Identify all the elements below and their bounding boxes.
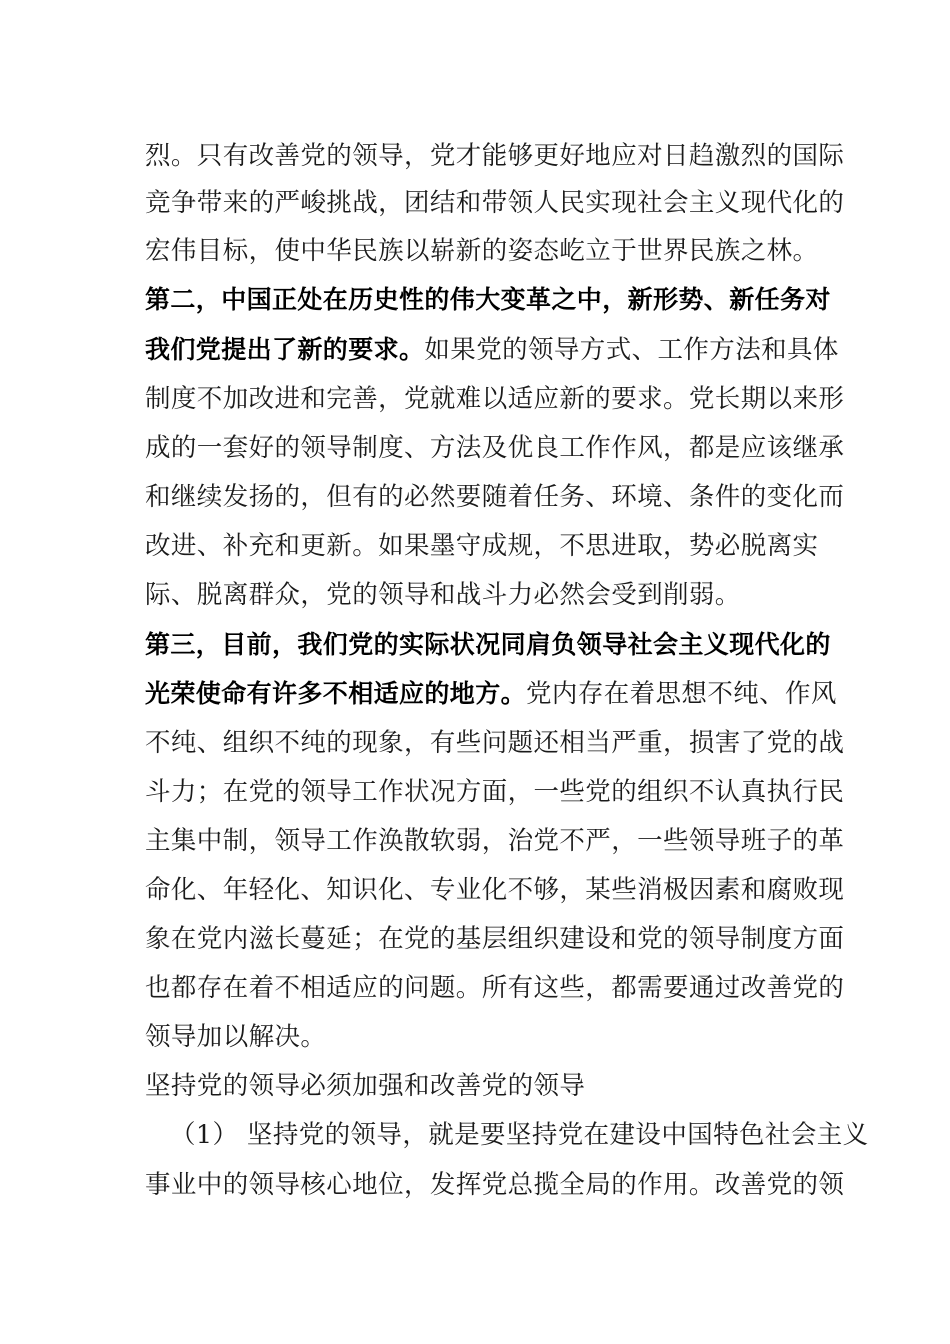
text-line-15: 主集中制，领导工作涣散软弱，治党不严，一些领导班子的革 [145, 826, 845, 856]
text-line-2: 竞争带来的严峻挑战，团结和带领人民实现社会主义现代化的 [145, 188, 845, 218]
text-line-18: 也都存在着不相适应的问题。所有这些，都需要通过改善党的 [145, 973, 845, 1003]
bold-heading-2-cont: 我们党提出了新的要求。 [145, 335, 425, 364]
text-line-11 [145, 625, 831, 665]
text-line-19: 领导加以解决。 [145, 1022, 327, 1052]
text-line-21: （1） 坚持党的领导，就是要坚持党在建设中国特色社会主义 [170, 1120, 869, 1150]
bold-heading-3: 第三，目前，我们党的实际状况同肩负领导社会主义现代化的 [145, 630, 831, 659]
text-line-10: 际、脱离群众，党的领导和战斗力必然会受到削弱。 [145, 580, 741, 610]
text-line-6: 制度不加改进和完善，党就难以适应新的要求。党长期以来形 [145, 384, 845, 414]
text-line-12: 光荣使命有许多不相适应的地方。党内存在着思想不纯、作风 [145, 679, 837, 709]
text-line-4 [145, 280, 831, 320]
text-line-5: 我们党提出了新的要求。如果党的领导方式、工作方法和具体 [145, 335, 839, 365]
text-line-22: 事业中的领导核心地位，发挥党总揽全局的作用。改善党的领 [145, 1170, 845, 1200]
text-line-9: 改进、补充和更新。如果墨守成规，不思进取，势必脱离实 [145, 531, 819, 561]
text-line-7: 成的一套好的领导制度、方法及优良工作作风，都是应该继承 [145, 433, 845, 463]
text-line-1: 烈。只有改善党的领导，党才能够更好地应对日趋激烈的国际 [145, 141, 845, 171]
text-line-20: 坚持党的领导必须加强和改善党的领导 [145, 1071, 586, 1101]
text-line-3: 宏伟目标，使中华民族以崭新的姿态屹立于世界民族之林。 [145, 236, 819, 266]
text-line-8: 和继续发扬的，但有的必然要随着任务、环境、条件的变化而 [145, 482, 845, 512]
text-line-17: 象在党内滋长蔓延；在党的基层组织建设和党的领导制度方面 [145, 924, 845, 954]
bold-heading-3-cont: 光荣使命有许多不相适应的地方。 [145, 679, 527, 708]
bold-heading-2: 第二，中国正处在历史性的伟大变革之中，新形势、新任务对 [145, 285, 831, 314]
text-line-16: 命化、年轻化、知识化、专业化不够，某些消极因素和腐败现 [145, 875, 845, 905]
text-line-14: 斗力；在党的领导工作状况方面，一些党的组织不认真执行民 [145, 777, 845, 807]
text-line-13: 不纯、组织不纯的现象，有些问题还相当严重，损害了党的战 [145, 728, 845, 758]
